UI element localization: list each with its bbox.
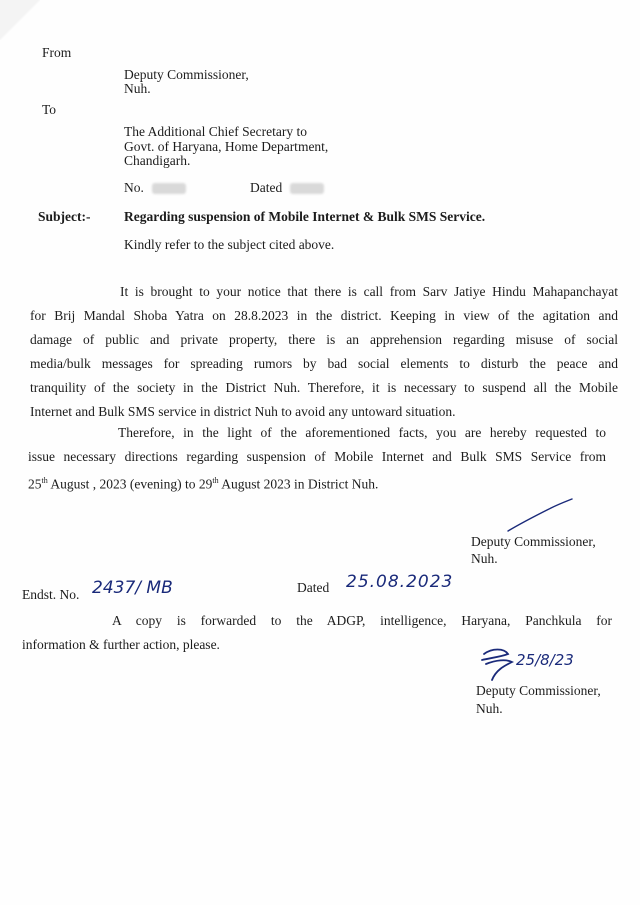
paragraph-2-line [28, 469, 606, 497]
signatory-1-line-1: Deputy Commissioner, [471, 534, 596, 549]
subject-label: Subject:- [38, 209, 91, 224]
from-day: 25 [28, 476, 42, 492]
letter-number [124, 180, 186, 196]
to-label: To [42, 102, 57, 117]
paragraph-1-line: Internet and Bulk SMS service in district Nuh to avoid any untoward situation. [30, 404, 456, 419]
to-line-1: The Additional Chief Secretary to [124, 124, 307, 139]
period-middle: August , 2023 (evening) to 29 [47, 476, 213, 492]
endorsement-number-label: Endst. No. [22, 587, 80, 602]
endorsement-date-handwritten: 25.08.2023 [346, 572, 454, 592]
paragraph-1-line: damage of public and private property, there is an apprehension regarding misuse of social [30, 332, 618, 347]
redacted-date [290, 183, 324, 194]
refer-line: Kindly refer to the subject cited above. [124, 237, 335, 252]
copy-line: information & further action, please. [22, 637, 220, 652]
paragraph-2-line: Therefore, in the light of the aforementioned facts, you are hereby requested to [118, 425, 606, 440]
initials-signature [478, 644, 520, 684]
paragraph-1-line: It is brought to your notice that there is call from Sarv Jatiye Hindu Mahapanchayat [120, 284, 618, 299]
letter-number-label: No. [124, 180, 144, 195]
endorsement-date-label: Dated [297, 580, 330, 595]
signature-handwritten-date: 25/8/23 [516, 651, 574, 669]
copy-paragraph [22, 609, 612, 657]
to-line-2: Govt. of Haryana, Home Department, [124, 139, 329, 154]
signatory-2-line-1: Deputy Commissioner, [476, 683, 601, 698]
redacted-number [152, 183, 186, 194]
copy-line: A copy is forwarded to the ADGP, intelligence, Haryana, Panchkula for [112, 613, 612, 628]
letter-date-label: Dated [250, 180, 283, 195]
from-line-2: Nuh. [124, 81, 151, 96]
subject-text: Regarding suspension of Mobile Internet & Bulk SMS Service. [124, 209, 486, 224]
paragraph-1-line: tranquility of the society in the District Nuh. Therefore, it is necessary to suspend all the Mobile [30, 380, 618, 395]
letter-date [250, 180, 324, 196]
from-label: From [42, 45, 72, 60]
body-paragraph-2 [28, 421, 606, 497]
to-line-3: Chandigarh. [124, 153, 191, 168]
signatory-1-line-2: Nuh. [471, 551, 498, 566]
signatory-2-line-2: Nuh. [476, 701, 503, 716]
paragraph-1-line: media/bulk messages for spreading rumors by bad social elements to disturb the peace and [30, 356, 618, 371]
signature-stroke [505, 498, 575, 534]
page-corner-fold [0, 0, 40, 40]
body-paragraph-1 [30, 280, 618, 424]
from-line-1: Deputy Commissioner, [124, 67, 249, 82]
period-end: August 2023 in District Nuh. [218, 476, 379, 492]
endorsement-number-handwritten: 2437/ MB [92, 578, 173, 598]
paragraph-1-line: for Brij Mandal Shoba Yatra on 28.8.2023 in the district. Keeping in view of the agitation and [30, 308, 618, 323]
paragraph-2-line: issue necessary directions regarding suspension of Mobile Internet and Bulk SMS Service from [28, 449, 606, 464]
to-day-suffix: th [212, 476, 219, 485]
from-day-suffix: th [41, 476, 48, 485]
